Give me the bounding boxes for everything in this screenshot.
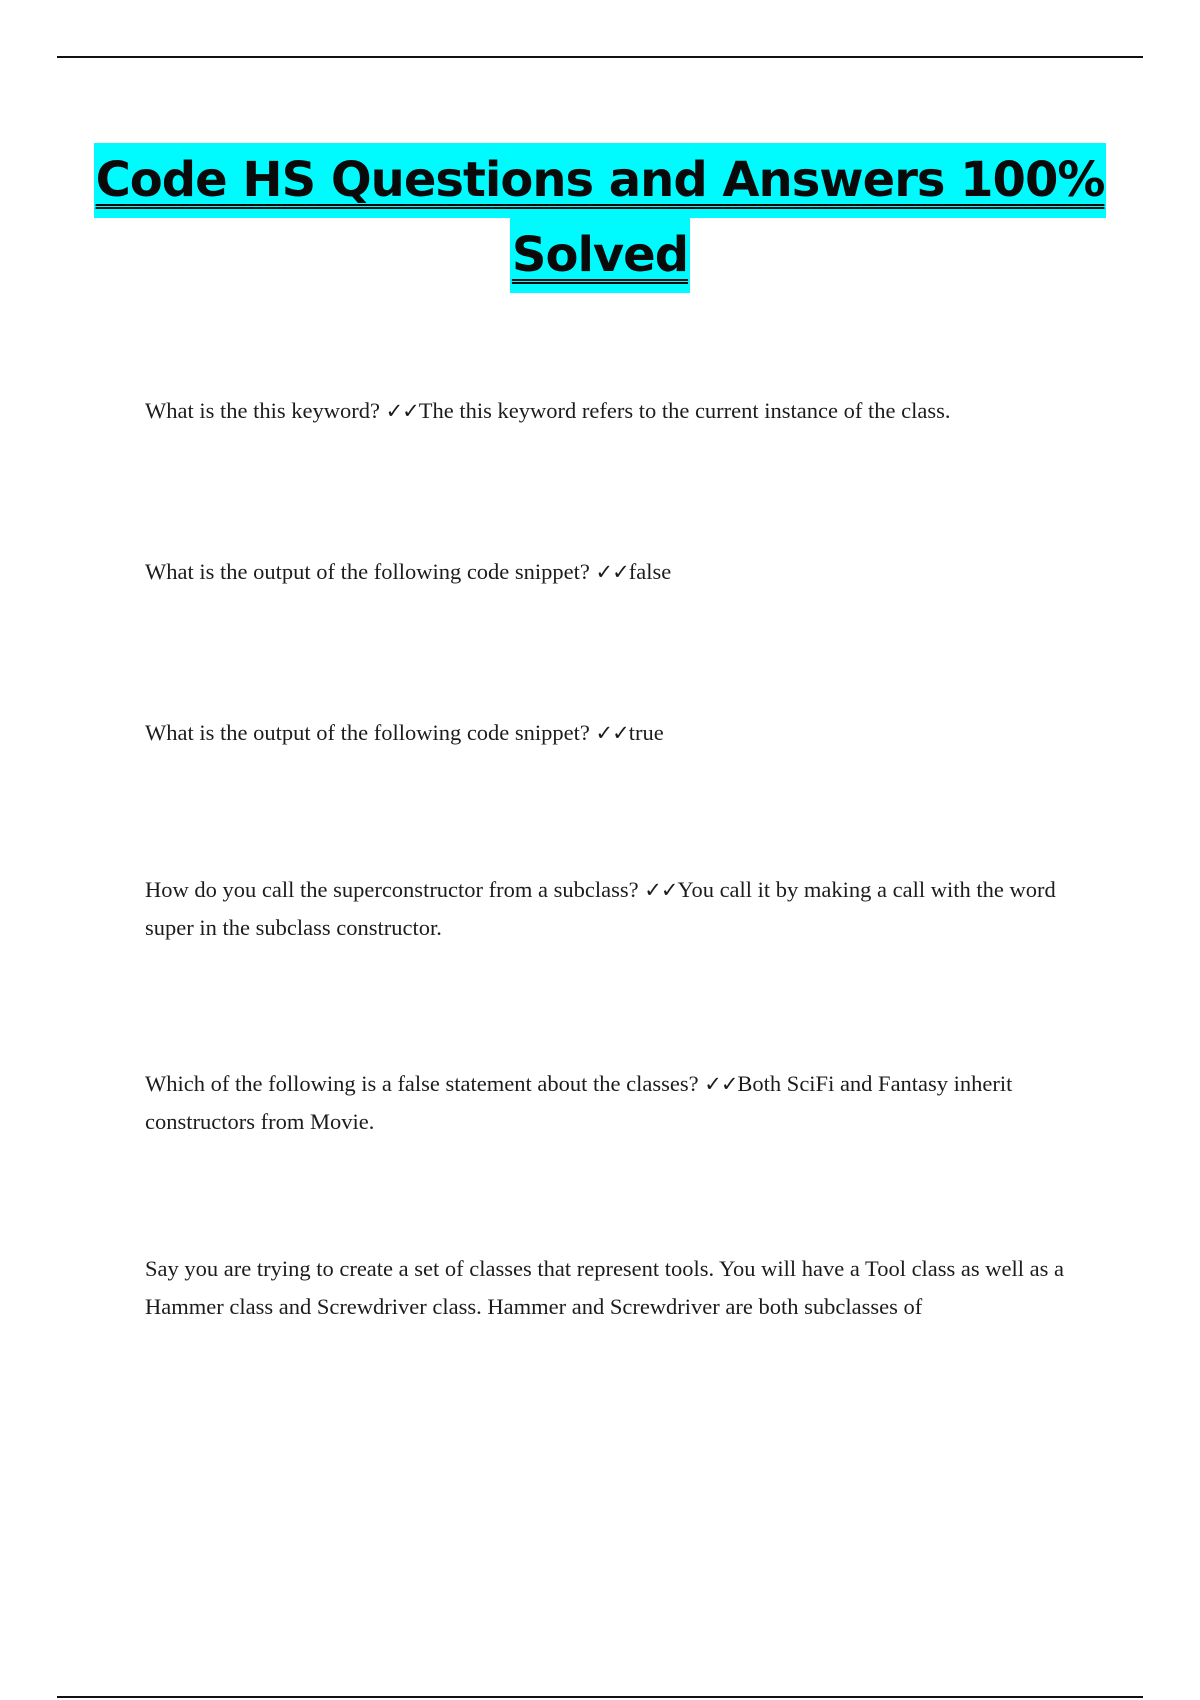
answer-text: Both SciFi and Fantasy inherit constructors from Movie. xyxy=(145,1071,1013,1134)
page-title xyxy=(0,143,1200,293)
question-text: How do you call the superconstructor from a subclass? xyxy=(145,877,639,902)
qa-item-2 xyxy=(145,553,1085,591)
answer-text: true xyxy=(628,720,664,745)
check-marks-icon: ✓✓ xyxy=(704,1072,738,1096)
title-line-1: Code HS Questions and Answers 100% xyxy=(94,143,1107,218)
question-text: Which of the following is a false statement about the classes? xyxy=(145,1071,699,1096)
check-marks-icon: ✓✓ xyxy=(385,399,419,423)
bottom-rule xyxy=(57,1696,1143,1698)
qa-item-3 xyxy=(145,714,1085,752)
qa-item-5 xyxy=(145,1065,1085,1141)
check-marks-icon: ✓✓ xyxy=(595,721,629,745)
qa-item-1 xyxy=(145,392,1085,430)
question-text: What is the output of the following code snippet? xyxy=(145,720,590,745)
check-marks-icon: ✓✓ xyxy=(595,560,629,584)
answer-text: false xyxy=(628,559,672,584)
qa-item-6 xyxy=(145,1250,1085,1326)
question-text: What is the this keyword? xyxy=(145,398,380,423)
answer-text: The this keyword refers to the current instance of the class. xyxy=(418,398,951,423)
qa-item-4 xyxy=(145,871,1085,947)
check-marks-icon: ✓✓ xyxy=(644,878,678,902)
question-text: Say you are trying to create a set of classes that represent tools. You will have a Tool class as well as a Hammer class and Screwdriver class. Hammer and Screwdriver are both subclasses of xyxy=(145,1256,1065,1319)
top-rule xyxy=(57,56,1143,58)
answer-text: You call it by making a call with the word super in the subclass constructor. xyxy=(145,877,1056,940)
title-line-2: Solved xyxy=(510,218,690,293)
question-text: What is the output of the following code snippet? xyxy=(145,559,590,584)
